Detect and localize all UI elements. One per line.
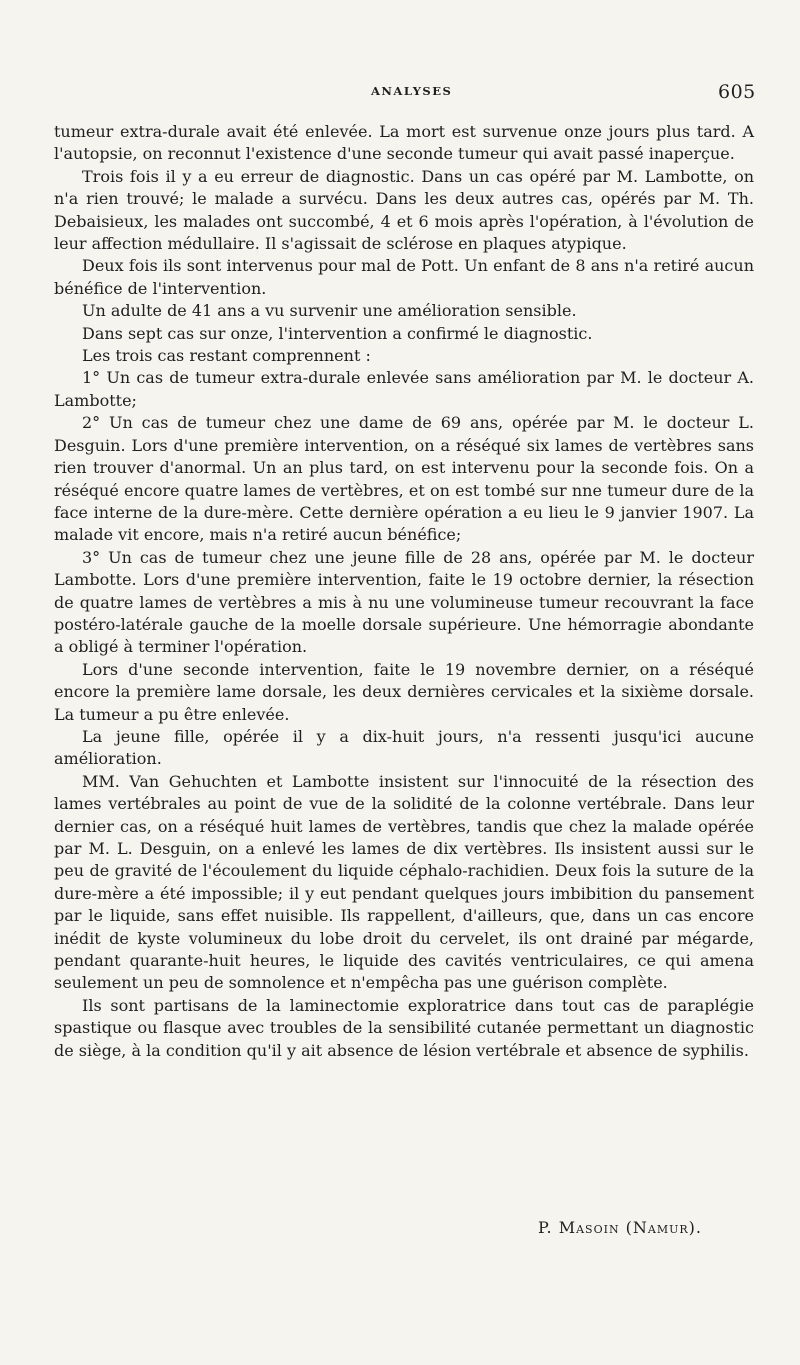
page-number: 605 xyxy=(718,81,756,103)
running-head xyxy=(0,81,800,108)
paragraph-8: La jeune fille, opérée il y a dix-huit jours, n'a ressenti jusqu'ici aucune amélioration. xyxy=(54,726,754,769)
list-item-3: 3° Un cas de tumeur chez une jeune fille de 28 ans, opérée par M. le docteur Lambotte. Lors d'une première intervention, faite le 19 octobre dernier, la résection de quatre lames de vertèbres a mis à nu une volumineuse tumeur recouvrant la face postéro-latérale gauche de la moelle dorsale supérieure. Une hémorragie abondante a obligé à terminer l'opération. xyxy=(54,547,754,657)
paragraph-9: MM. Van Gehuchten et Lambotte insistent sur l'innocuité de la résection des lames vertébrales au point de vue de la solidité de la colonne vertébrale. Dans leur dernier cas, on a réséqué huit lames de vertèbres, tandis que chez la malade opérée par M. L. Desguin, on a enlevé les lames de dix vertèbres. Ils insistent aussi sur le peu de gravité de l'écoulement du liquide céphalo-rachidien. Deux fois la suture de la dure-mère a été impossible; il y eut pendant quelques jours imbibition du pansement par le liquide, sans effet nuisible. Ils rappellent, d'ailleurs, que, dans un cas encore inédit de kyste volumineux du lobe droit du cervelet, ils ont drainé par mégarde, pendant quarante-huit heures, le liquide des cavités ventriculaires, ce qui amena seulement un peu de somnolence et n'empêcha pas une guérison complète. xyxy=(54,771,754,993)
list-item-2: 2° Un cas de tumeur chez une dame de 69 ans, opérée par M. le docteur L. Desguin. Lors d'une première intervention, on a réséqué six lames de vertèbres sans rien trouver d'anormal. Un an plus tard, on est intervenu pour la seconde fois. On a réséqué encore quatre lames de vertèbres, et on est tombé sur nne tumeur dure de la face interne de la dure-mère. Cette dernière opération a eu lieu le 9 janvier 1907. La malade vit encore, mais n'a retiré aucun bénéfice; xyxy=(54,413,754,545)
author-signature: P. Masoin (Namur). xyxy=(538,1218,702,1237)
paragraph-6: Les trois cas restant comprennent : xyxy=(82,346,371,366)
list-item-1: 1° Un cas de tumeur extra-durale enlevée sans amélioration par M. le docteur A. Lambotte; xyxy=(54,368,754,410)
paragraph-3: Deux fois ils sont intervenus pour mal de Pott. Un enfant de 8 ans n'a retiré aucun bénéfice de l'intervention. xyxy=(54,256,754,298)
running-title: ANALYSES xyxy=(371,84,453,98)
paragraph-2: Trois fois il y a eu erreur de diagnostic. Dans un cas opéré par M. Lambotte, on n'a rien trouvé; le malade a survécu. Dans les deux autres cas, opérés par M. Th. Debaisieux, les malades ont succombé, 4 et 6 mois après l'opération, à l'évolution de leur affection médullaire. Il s'agissait de sclérose en plaques atypique. xyxy=(54,166,754,254)
paragraph-7: Lors d'une seconde intervention, faite le 19 novembre dernier, on a réséqué encore la première lame dorsale, les deux dernières cervicales et la sixième dorsale. La tumeur a pu être enlevée. xyxy=(54,659,754,724)
paragraph-1: tumeur extra-durale avait été enlevée. La mort est survenue onze jours plus tard. A l'autopsie, on reconnut l'existence d'une seconde tumeur qui avait passé inaperçue. xyxy=(54,122,754,164)
paragraph-4: Un adulte de 41 ans a vu survenir une amélioration sensible. xyxy=(82,301,577,321)
paragraph-10: Ils sont partisans de la laminectomie exploratrice dans tout cas de paraplégie spastique ou flasque avec troubles de la sensibilité cutanée permettant un diagnostic de siège, à la condition qu'il y ait absence de lésion vertébrale et absence de syphilis. xyxy=(54,995,754,1060)
article-body xyxy=(54,121,754,1062)
paragraph-5: Dans sept cas sur onze, l'intervention a confirmé le diagnostic. xyxy=(82,323,593,343)
